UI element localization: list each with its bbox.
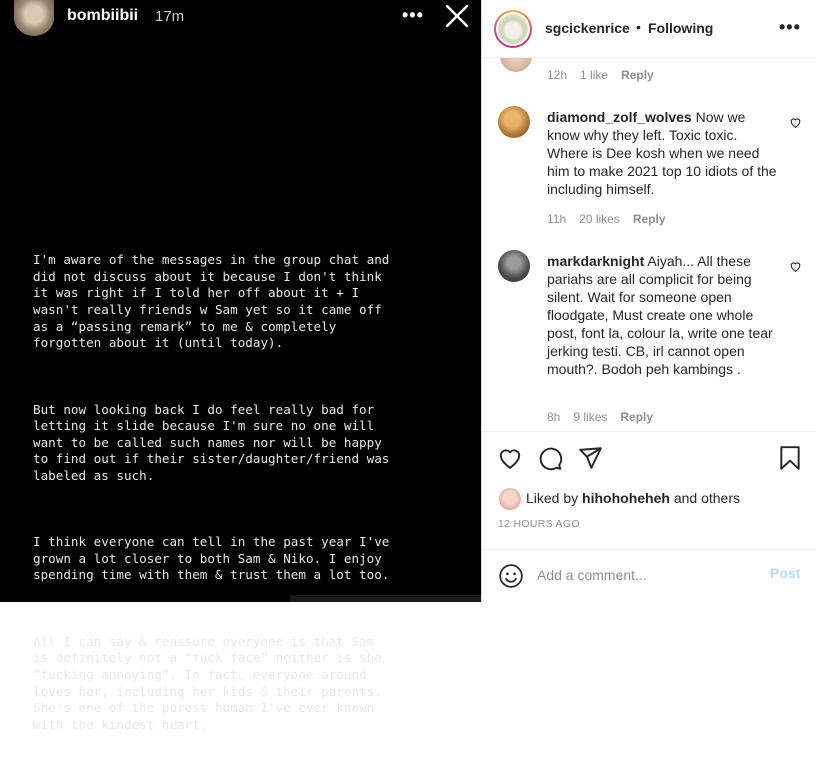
story-username[interactable]: bombiibii [67, 7, 139, 24]
liked-by-prefix: Liked by [526, 490, 579, 506]
comment-likes[interactable]: 20 likes [579, 212, 620, 226]
story-text [33, 219, 473, 783]
comment-meta [547, 410, 666, 424]
post-timestamp: 12 HOURS AGO [498, 518, 580, 530]
reply-button[interactable]: Reply [620, 410, 654, 424]
comment-bubble-icon[interactable] [537, 445, 563, 471]
avatar[interactable] [498, 106, 530, 138]
heart-icon[interactable] [789, 116, 802, 129]
comment-time: 11h [547, 212, 567, 226]
story-paragraph: I think everyone can tell in the past year I've grown a lot closer to both Sam & Niko. I enjoy spending time with them & trust them a lot too. [33, 534, 390, 583]
like-heart-icon[interactable] [497, 445, 523, 471]
comment-username[interactable]: diamond_zolf_wolves [547, 109, 692, 125]
comment-meta [547, 68, 667, 82]
story-paragraph: All I can say & reassure everyone is that Sam is definitely not a “fuck face” neither is she “fucking annoying”. In fact, everyone around loves her, including her kids & their parents. She's one of the purest human I've ever known with the kindest heart. [33, 633, 382, 732]
reply-button[interactable]: Reply [632, 212, 666, 226]
comment-body: Now we know why they left. Toxic toxic. Where is Dee kosh when we need him to make 2021 top 10 idiots of the including himself. [547, 109, 777, 197]
comment-likes[interactable]: 9 likes [573, 410, 608, 424]
more-options-icon[interactable]: ••• [402, 5, 424, 25]
comment-time: 8h [547, 410, 561, 424]
following-button[interactable]: Following [648, 20, 714, 36]
share-send-icon[interactable] [577, 445, 603, 471]
add-comment-bar [482, 549, 816, 602]
story-paragraph: I'm aware of the messages in the group chat and did not discuss about it because I don't think it was right if I told her off about it + I wasn't really friends w Sam yet so it came off as a “passing remark” to me & completely forgotten about it (until today). [33, 252, 390, 351]
story-paragraph: But now looking back I do feel really bad for letting it slide because I'm sure no one will want to be called such names nor will be happy to find out if their sister/daughter/friend was labeled as such. [33, 401, 390, 483]
emoji-icon[interactable] [498, 563, 524, 589]
liked-by[interactable] [526, 490, 740, 506]
avatar[interactable] [498, 250, 530, 282]
comments-list[interactable] [482, 58, 816, 431]
heart-icon[interactable] [789, 260, 802, 273]
story-avatar[interactable] [14, 0, 54, 36]
liked-by-user[interactable]: hihohoheheh [582, 490, 670, 506]
post-panel [481, 0, 815, 602]
story-header [0, 0, 481, 36]
comment-username[interactable]: markdarknight [547, 253, 645, 269]
story-time: 17m [155, 8, 185, 25]
comment-time: 12h [547, 68, 568, 82]
comment-meta [547, 212, 679, 226]
liked-by-avatar[interactable] [499, 488, 521, 510]
separator-dot: • [636, 19, 641, 35]
post-actions [482, 431, 816, 551]
post-comment-button[interactable]: Post [770, 565, 801, 581]
post-username[interactable]: sgcickenrice [545, 20, 630, 36]
comment-likes[interactable]: 1 like [580, 68, 609, 82]
comment-text [547, 252, 777, 378]
more-options-icon[interactable]: ••• [779, 17, 801, 37]
comment-body: Aiyah... All these pariahs are all complicit for being silent. Wait for someone open floodgate, Must create one whole post, font la, colour la, write one tear jerking testi. CB, irl cannot open mouth?. Bodoh peh kambings . [547, 253, 773, 377]
liked-by-suffix[interactable]: and others [673, 490, 740, 506]
post-header [482, 0, 816, 58]
comment-text [547, 108, 777, 198]
post-avatar[interactable] [494, 10, 532, 48]
bookmark-icon[interactable] [777, 445, 803, 471]
reply-button[interactable]: Reply [621, 68, 654, 82]
comment-input[interactable] [537, 564, 757, 586]
close-icon[interactable] [444, 3, 470, 29]
